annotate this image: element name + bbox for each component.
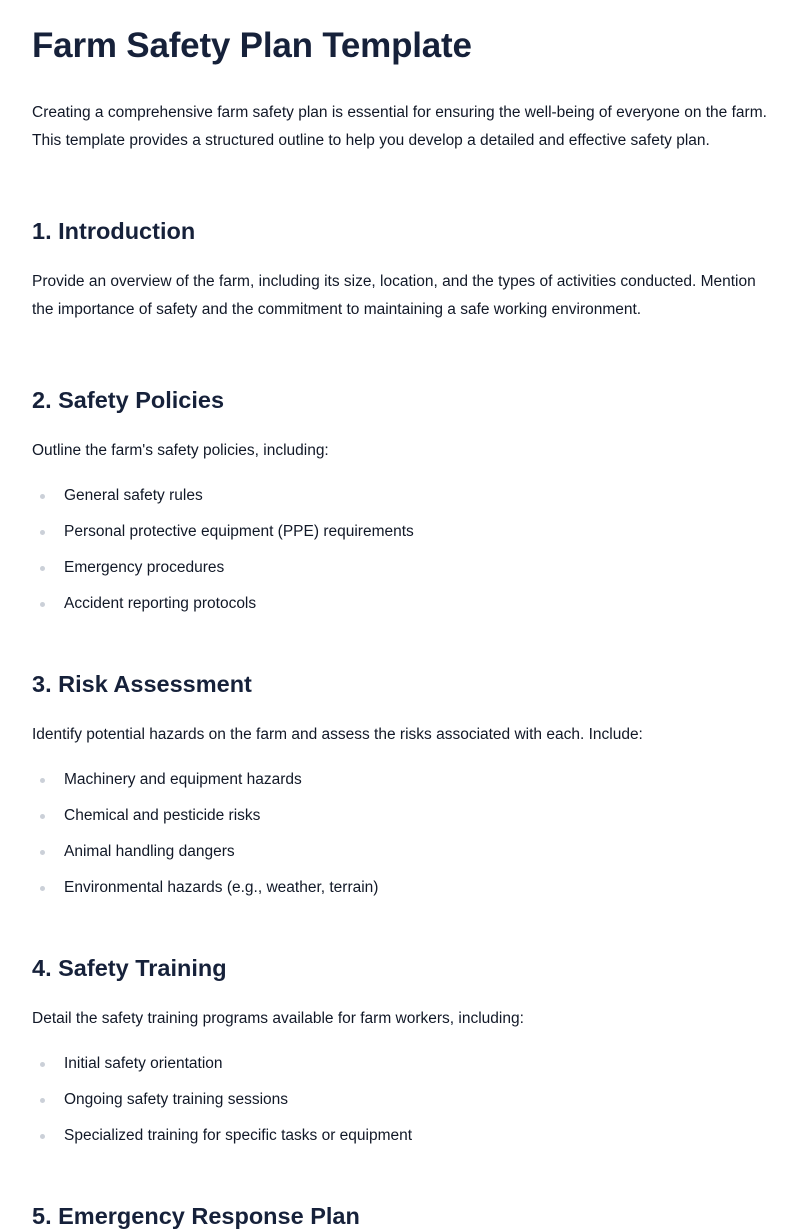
bullet-icon (40, 1134, 45, 1139)
section-heading: 1. Introduction (32, 218, 196, 244)
section-text: Outline the farm's safety policies, including: (32, 442, 329, 459)
bullet-icon (40, 850, 45, 855)
list-item-text: Machinery and equipment hazards (64, 771, 302, 788)
list-item (32, 557, 768, 579)
section-heading: 3. Risk Assessment (32, 671, 252, 697)
list-item-text: Emergency procedures (64, 559, 225, 576)
section-introduction (32, 216, 768, 324)
section-text: Provide an overview of the farm, including its size, location, and the types of activities conducted. Mention the importance of safety and the commitment to maintaining a safe working environment. (32, 273, 756, 318)
list-item-text: Chemical and pesticide risks (64, 807, 261, 824)
bullet-icon (40, 814, 45, 819)
list-item-text: Ongoing safety training sessions (64, 1091, 289, 1108)
list-item-text: Animal handling dangers (64, 843, 235, 860)
section-text: Detail the safety training programs available for farm workers, including: (32, 1010, 524, 1027)
bullet-icon (40, 1098, 45, 1103)
list-item-text: Environmental hazards (e.g., weather, terrain) (64, 879, 379, 896)
bullet-icon (40, 1062, 45, 1067)
list-item (32, 877, 768, 899)
list-item-text: Personal protective equipment (PPE) requirements (64, 523, 414, 540)
list-item (32, 805, 768, 827)
section-text: Identify potential hazards on the farm and assess the risks associated with each. Include: (32, 726, 643, 743)
section-safety-training (32, 953, 768, 1147)
list-item-text: Specialized training for specific tasks or equipment (64, 1127, 413, 1144)
section-safety-policies (32, 385, 768, 615)
list-item (32, 593, 768, 615)
bullet-icon (40, 494, 45, 499)
bullet-icon (40, 566, 45, 571)
list-item-text: Initial safety orientation (64, 1055, 223, 1072)
section-risk-assessment (32, 669, 768, 899)
list-item (32, 841, 768, 863)
bullet-icon (40, 530, 45, 535)
list-item (32, 1089, 768, 1111)
page-title: Farm Safety Plan Template (32, 26, 472, 65)
list-item-text: General safety rules (64, 487, 203, 504)
list-item (32, 485, 768, 507)
bullet-icon (40, 886, 45, 891)
section-heading: 4. Safety Training (32, 955, 227, 981)
list-item-text: Accident reporting protocols (64, 595, 257, 612)
section-emergency-response-plan (32, 1201, 768, 1231)
section-heading: 5. Emergency Response Plan (32, 1203, 360, 1229)
list-item (32, 1125, 768, 1147)
bullet-icon (40, 602, 45, 607)
list-item (32, 769, 768, 791)
bullet-list (32, 769, 768, 899)
bullet-list (32, 485, 768, 615)
bullet-list (32, 1053, 768, 1147)
intro-paragraph: Creating a comprehensive farm safety plan is essential for ensuring the well-being of everyone on the farm. This template provides a structured outline to help you develop a detailed and effective safety plan. (32, 104, 767, 149)
list-item (32, 521, 768, 543)
section-heading: 2. Safety Policies (32, 387, 225, 413)
list-item (32, 1053, 768, 1075)
bullet-icon (40, 778, 45, 783)
